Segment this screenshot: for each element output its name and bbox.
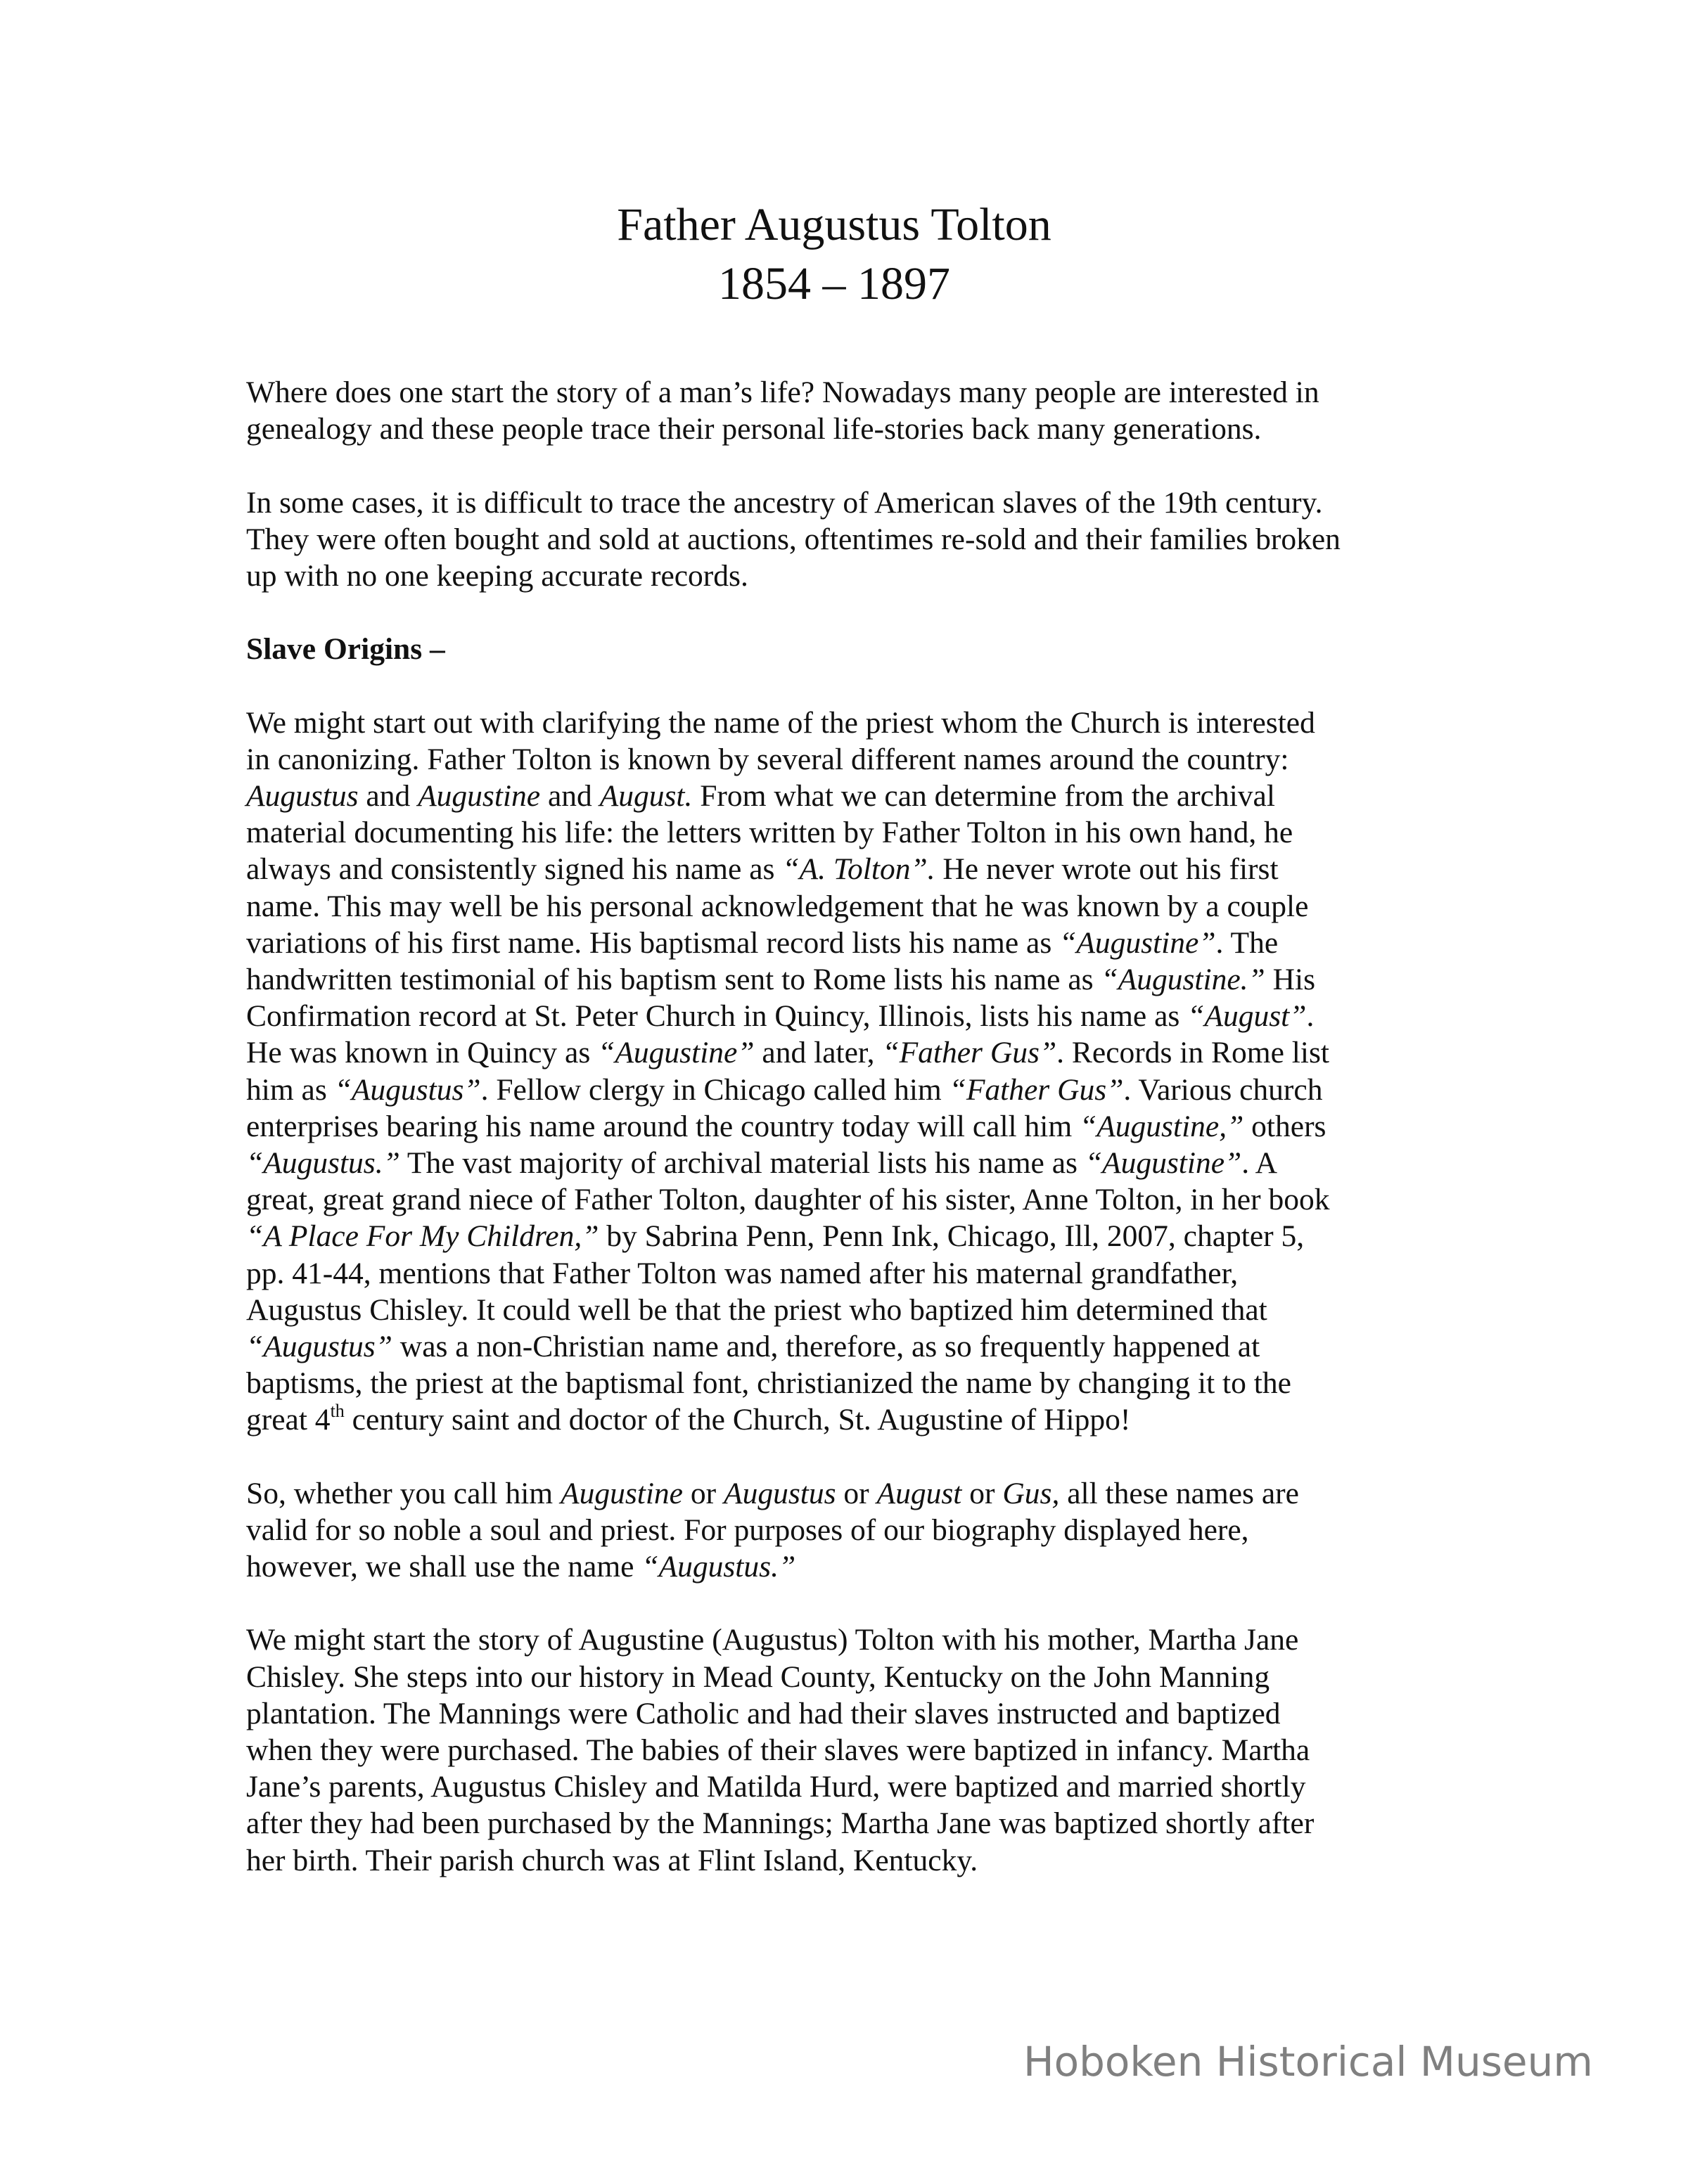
text-run: handwritten testimonial of his baptism sent to Rome lists his name as <box>246 963 1101 996</box>
italic-text: Augustine <box>561 1476 683 1510</box>
italic-text: Augustine <box>418 779 541 814</box>
italic-text: “Augustus.” <box>246 1145 400 1180</box>
text-run: . Records in Rome list <box>1056 1036 1329 1070</box>
text-run: and <box>540 779 600 814</box>
italic-text: “Augustine,” <box>1080 1109 1244 1143</box>
text-run: Chisley. She steps into our history in Mead County, Kentucky on the John Manning <box>246 1659 1270 1694</box>
text-run: century saint and doctor of the Church, St. Augustine of Hippo! <box>344 1403 1131 1437</box>
text-run: Where does one start the story of a man’s life? Nowadays many people are interested in <box>246 375 1319 409</box>
text-run: valid for so noble a soul and priest. For purposes of our biography displayed here, <box>246 1512 1249 1547</box>
text-line <box>246 1732 1341 1768</box>
superscript: th <box>330 1401 345 1422</box>
text-run: in canonizing. Father Tolton is known by several different names around the country: <box>246 742 1289 776</box>
section-heading <box>246 631 1341 667</box>
text-run: and <box>358 779 418 814</box>
italic-text: Augustus <box>246 779 359 814</box>
text-run: all these names are <box>1059 1476 1299 1510</box>
italic-text: “Augustus.” <box>641 1550 796 1584</box>
italic-text: “A. Tolton”. <box>782 852 935 887</box>
text-line <box>246 1768 1341 1805</box>
text-run: Slave Origins – <box>246 632 445 667</box>
text-run: plantation. The Mannings were Catholic and had their slaves instructed and baptized <box>246 1696 1281 1730</box>
text-run: Augustus Chisley. It could well be that the priest who baptized him determined that <box>246 1292 1267 1327</box>
italic-text: “A Place For My Children,” <box>246 1219 599 1254</box>
text-run: . The <box>1215 925 1279 960</box>
text-line <box>246 1659 1341 1695</box>
text-line <box>246 1292 1341 1328</box>
paragraph <box>246 705 1341 1439</box>
paragraph <box>246 1475 1341 1586</box>
text-run: . A <box>1241 1145 1277 1180</box>
italic-text: “Augustus” <box>334 1072 481 1107</box>
text-run: up with no one keeping accurate records. <box>246 558 748 593</box>
text-run: . Fellow clergy in Chicago called him <box>480 1072 950 1107</box>
text-run: after they had been purchased by the Mannings; Martha Jane was baptized shortly after <box>246 1806 1315 1841</box>
text-line <box>246 1328 1341 1365</box>
text-line <box>246 1512 1341 1548</box>
text-run: pp. 41-44, mentions that Father Tolton was named after his maternal grandfather, <box>246 1256 1239 1290</box>
italic-text: “Augustine” <box>1059 925 1216 960</box>
text-line <box>246 1365 1341 1401</box>
text-line <box>246 814 1341 851</box>
text-line <box>246 1401 1341 1438</box>
text-run: him as <box>246 1072 335 1107</box>
text-run: Jane’s parents, Augustus Chisley and Matilda Hurd, were baptized and married shortly <box>246 1770 1306 1804</box>
text-run: or <box>836 1476 877 1510</box>
text-line <box>246 1108 1341 1145</box>
text-run: enterprises bearing his name around the country today will call him <box>246 1109 1080 1143</box>
paragraph <box>246 484 1341 595</box>
text-run: or <box>683 1476 724 1510</box>
text-line <box>246 558 1341 594</box>
text-line <box>246 521 1341 558</box>
text-run: . <box>1306 999 1315 1034</box>
italic-text: “Augustine.” <box>1101 963 1265 996</box>
text-line <box>246 1255 1341 1292</box>
text-run: Confirmation record at St. Peter Church in Quincy, Illinois, lists his name as <box>246 999 1188 1034</box>
text-run: He was known in Quincy as <box>246 1036 599 1070</box>
text-line <box>246 1805 1341 1842</box>
text-run: We might start out with clarifying the name of the priest whom the Church is interested <box>246 705 1315 740</box>
watermark: Hoboken Historical Museum <box>1023 2038 1593 2086</box>
italic-text: “August” <box>1187 999 1307 1034</box>
text-line <box>246 1695 1341 1732</box>
text-line <box>246 925 1341 961</box>
text-run: others <box>1243 1109 1326 1143</box>
italic-text: “Augustus” <box>246 1329 392 1363</box>
text-line <box>246 1842 1341 1879</box>
text-run: variations of his first name. His baptismal record lists his name as <box>246 925 1060 960</box>
text-run: His <box>1265 963 1316 996</box>
text-run: her birth. Their parish church was at Flint Island, Kentucky. <box>246 1843 978 1877</box>
text-run: was a non-Christian name and, therefore, as so frequently happened at <box>392 1329 1260 1363</box>
text-line <box>246 961 1341 998</box>
text-run: genealogy and these people trace their personal life-stories back many generations. <box>246 412 1262 447</box>
text-line <box>246 1145 1341 1181</box>
italic-text: Augustus <box>724 1476 836 1510</box>
text-line <box>246 631 1341 667</box>
text-line <box>246 741 1341 778</box>
text-line <box>246 998 1341 1034</box>
text-run: . Various church <box>1123 1072 1323 1107</box>
page-title: Father Augustus Tolton <box>617 199 1051 250</box>
italic-text: August. <box>599 779 693 814</box>
text-run: when they were purchased. The babies of their slaves were baptized in infancy. Martha <box>246 1733 1310 1767</box>
text-run: From what we can determine from the archival <box>692 779 1275 814</box>
text-run: however, we shall use the name <box>246 1550 642 1584</box>
italic-text: Gus, <box>1002 1476 1060 1510</box>
text-run: great 4 <box>246 1403 331 1437</box>
text-run: by Sabrina Penn, Penn Ink, Chicago, Ill, 2007, chapter 5, <box>599 1219 1305 1254</box>
text-line <box>246 1548 1341 1585</box>
italic-text: “Father Gus” <box>882 1036 1057 1070</box>
text-run: or <box>961 1476 1003 1510</box>
text-line <box>246 1218 1341 1254</box>
text-line <box>246 1181 1341 1218</box>
text-line <box>246 778 1341 814</box>
text-run: They were often bought and sold at auctions, oftentimes re-sold and their families broken <box>246 522 1341 556</box>
life-dates: 1854 – 1897 <box>718 258 950 309</box>
text-run: name. This may well be his personal acknowledgement that he was known by a couple <box>246 889 1309 923</box>
text-line <box>246 888 1341 925</box>
text-line <box>246 411 1341 447</box>
text-line <box>246 484 1341 521</box>
text-run: material documenting his life: the letters written by Father Tolton in his own hand, he <box>246 816 1293 850</box>
text-line <box>246 1072 1341 1108</box>
italic-text: “Augustine” <box>598 1036 755 1070</box>
text-run: We might start the story of Augustine (Augustus) Tolton with his mother, Martha Jane <box>246 1623 1299 1657</box>
italic-text: “Augustine” <box>1085 1145 1242 1180</box>
text-line <box>246 851 1341 887</box>
document-body <box>246 374 1341 1879</box>
text-line <box>246 705 1341 741</box>
text-run: The vast majority of archival material lists his name as <box>399 1145 1085 1180</box>
text-line <box>246 1034 1341 1071</box>
text-run: baptisms, the priest at the baptismal font, christianized the name by changing it to the <box>246 1366 1291 1401</box>
paragraph <box>246 374 1341 447</box>
text-run: So, whether you call him <box>246 1476 561 1510</box>
text-run: always and consistently signed his name as <box>246 852 783 887</box>
text-run: and later, <box>754 1036 883 1070</box>
text-run: He never wrote out his first <box>935 852 1279 887</box>
text-line <box>246 374 1341 411</box>
text-line <box>246 1475 1341 1512</box>
paragraph <box>246 1621 1341 1878</box>
text-run: great, great grand niece of Father Tolton, daughter of his sister, Anne Tolton, in her book <box>246 1183 1330 1217</box>
text-run: In some cases, it is difficult to trace the ancestry of American slaves of the 19th century. <box>246 485 1323 520</box>
text-line <box>246 1621 1341 1658</box>
italic-text: “Father Gus” <box>949 1072 1124 1107</box>
italic-text: August <box>876 1476 962 1510</box>
